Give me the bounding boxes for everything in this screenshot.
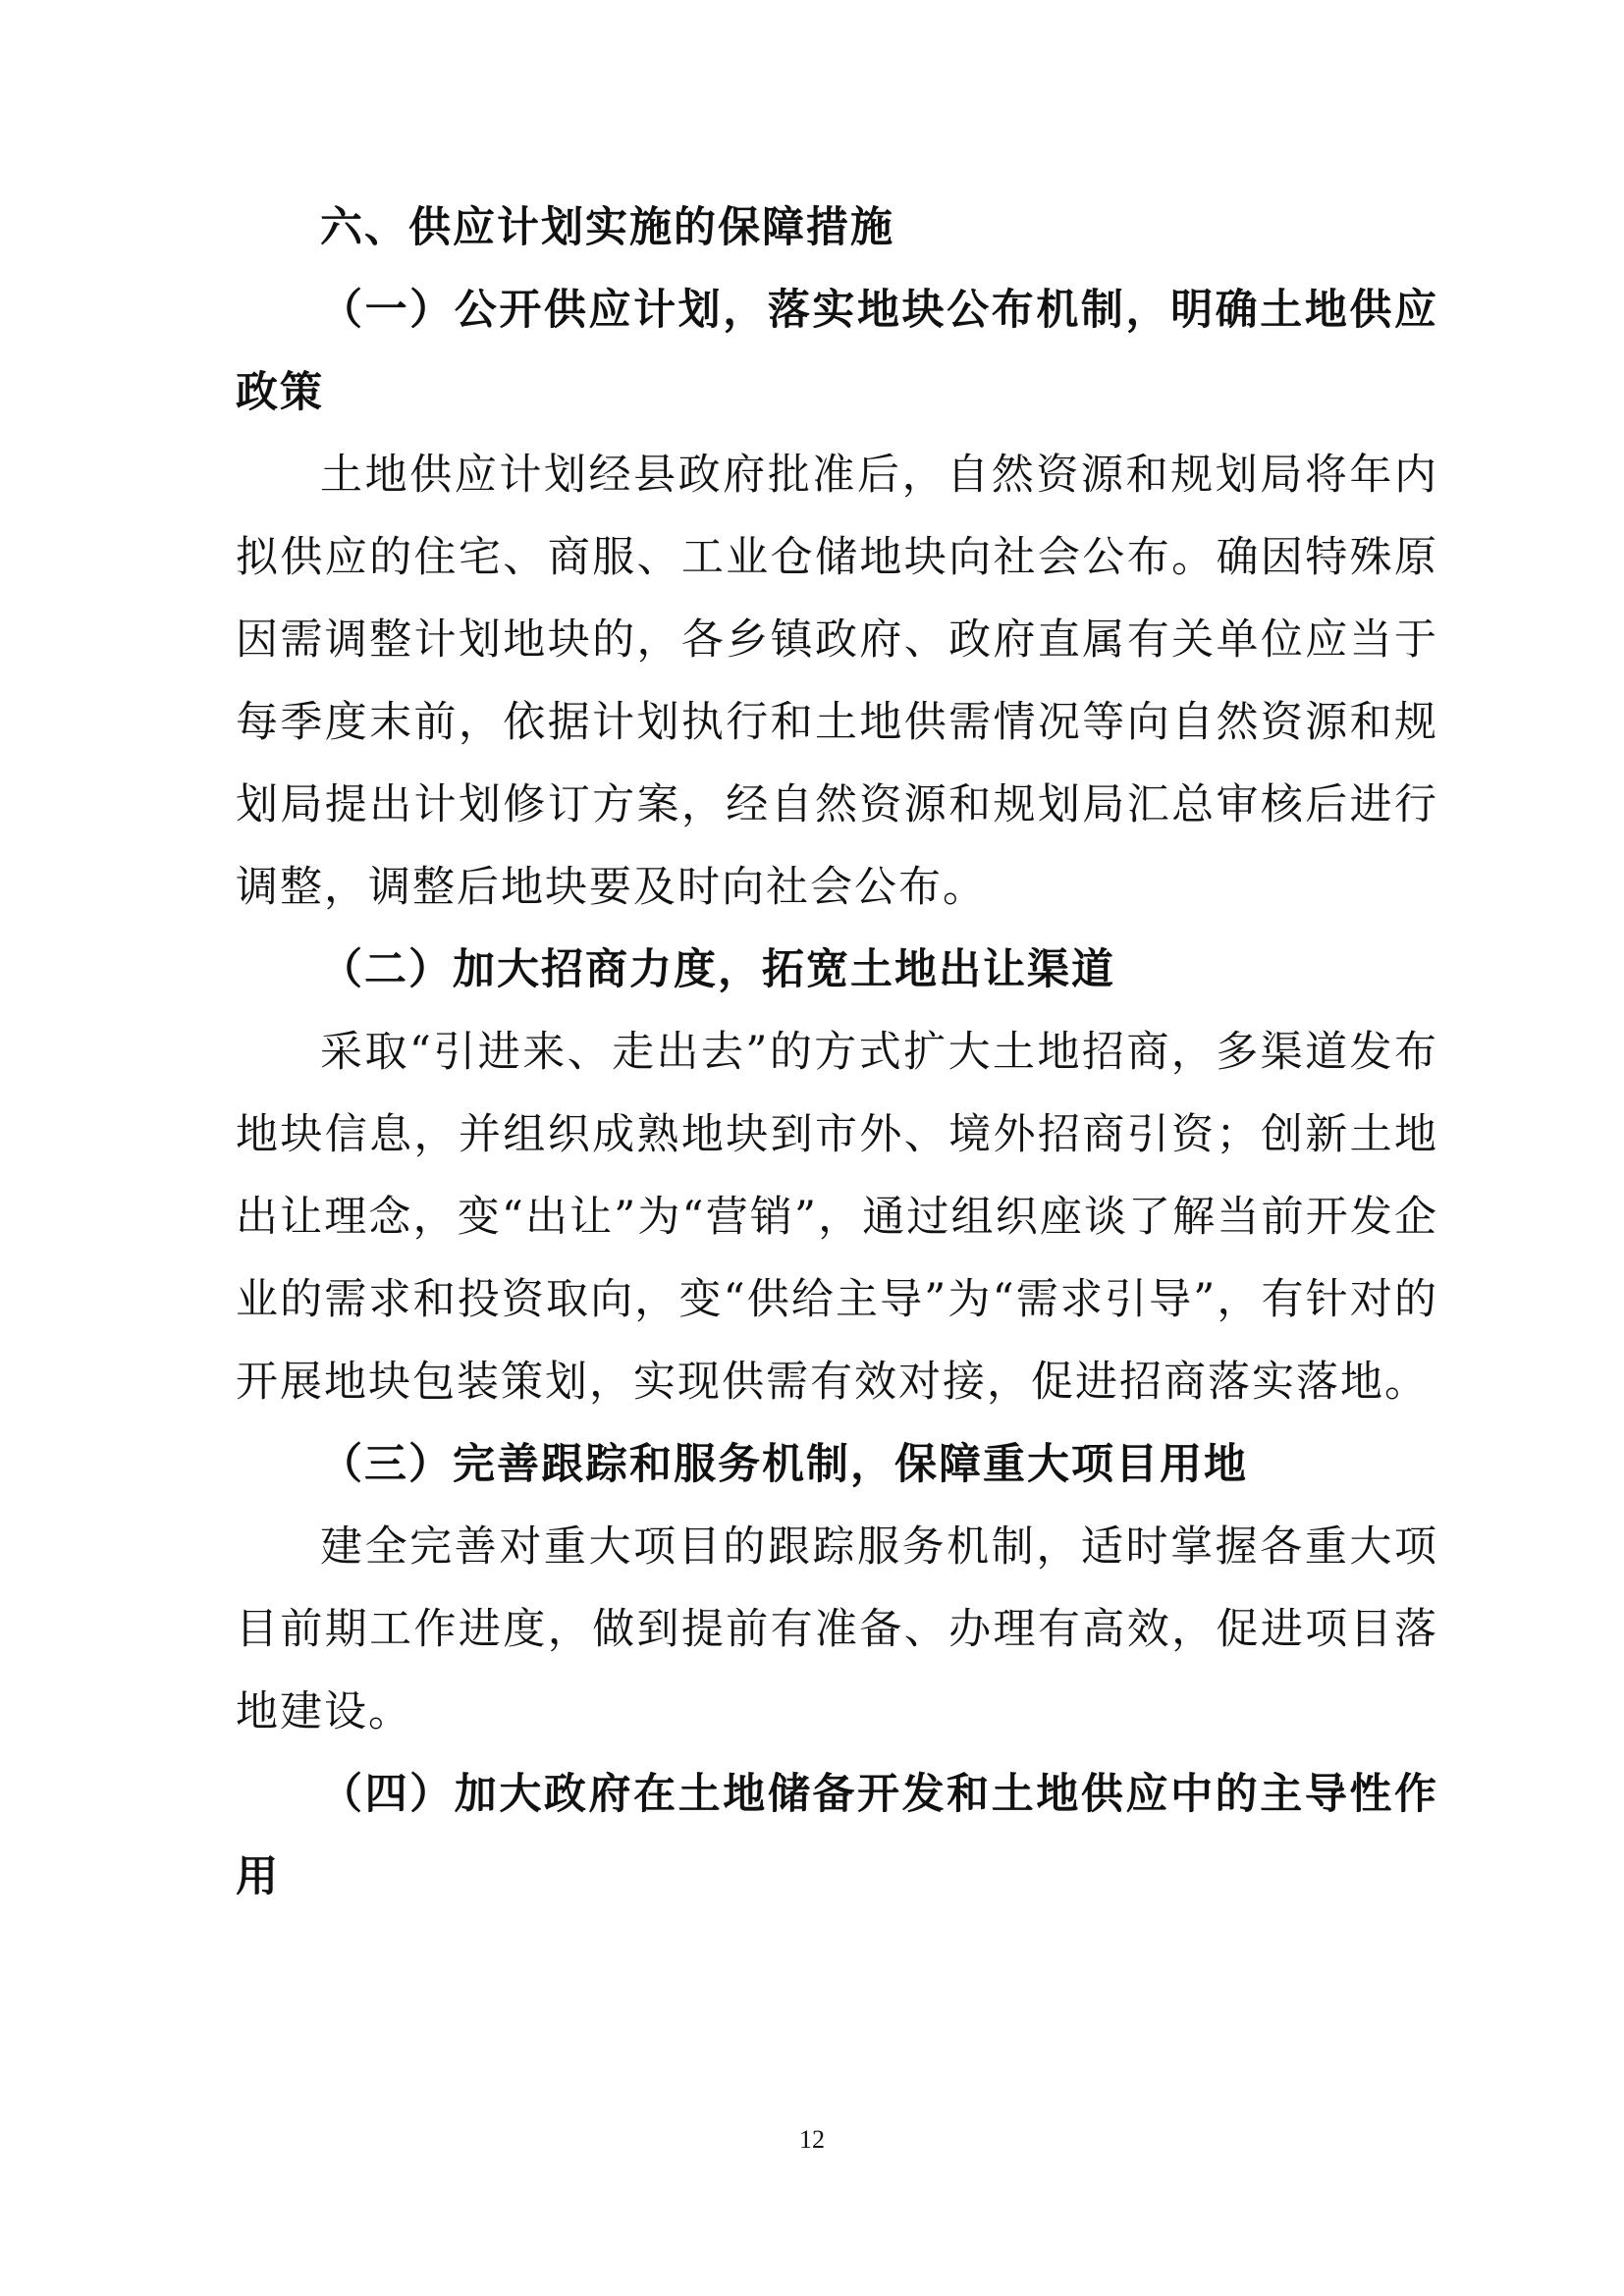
document-body [236, 187, 1438, 1918]
subsection-body-2: 采取“引进来、走出去”的方式扩大土地招商，多渠道发布地块信息，并组织成熟地块到市外、境外招商引资；创新土地出让理念，变“出让”为“营销”，通过组织座谈了解当前开发企业的需求和投资取向，变“供给主导”为“需求引导”，有针对的开展地块包装策划，实现供需有效对接，促进招商落实落地。 [236, 1028, 1438, 1407]
section-title: 六、供应计划实施的保障措施 [320, 203, 894, 252]
subsection-heading-4: （四）加大政府在土地储备开发和土地供应中的主导性作用 [236, 1770, 1438, 1901]
subsection-body-1: 土地供应计划经县政府批准后，自然资源和规划局将年内拟供应的住宅、商服、工业仓储地块向社会公布。确因特殊原因需调整计划地块的，各乡镇政府、政府直属有关单位应当于每季度末前，依据计划执行和土地供需情况等向自然资源和规划局提出计划修订方案，经自然资源和规划局汇总审核后进行调整，调整后地块要及时向社会公布。 [236, 451, 1438, 912]
subsection-body-3: 建全完善对重大项目的跟踪服务机制，适时掌握各重大项目前期工作进度，做到提前有准备、办理有高效，促进项目落地建设。 [236, 1522, 1438, 1736]
subsection-heading-1: （一）公开供应计划，落实地块公布机制，明确土地供应政策 [236, 286, 1438, 417]
page-number: 12 [799, 2125, 825, 2154]
subsection-heading-2: （二）加大招商力度，拓宽土地出让渠道 [320, 945, 1115, 994]
subsection-heading-3: （三）完善跟踪和服务机制，保障重大项目用地 [320, 1440, 1248, 1489]
